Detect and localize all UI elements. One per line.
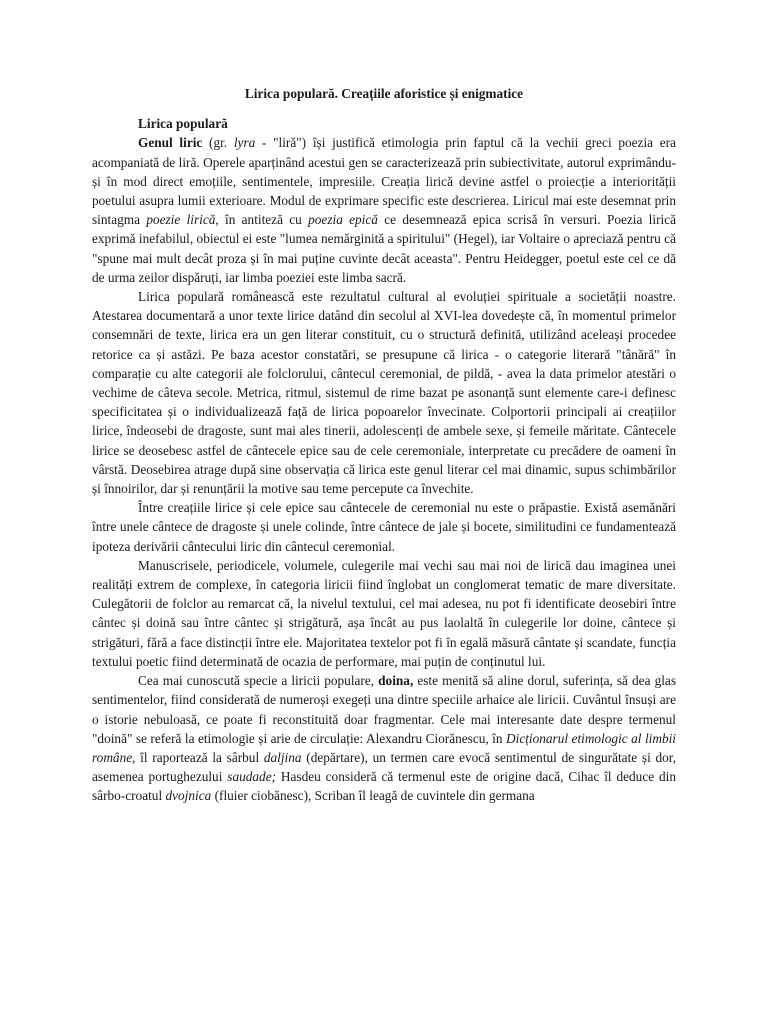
- bold-text-run: doina,: [378, 673, 414, 689]
- paragraph: [92, 498, 676, 556]
- italic-text-run: poezia epică: [308, 212, 378, 228]
- text-run: Hasdeu consideră că termenul este de origine dacă, Cihac îl deduce din sârbo-croatul: [92, 769, 676, 804]
- italic-text-run: Dicționarul etimologic al limbii române: [92, 730, 676, 765]
- italic-text-run: saudade;: [227, 769, 277, 785]
- text-run: Manuscrisele, periodicele, volumele, culegerile mai vechi sau mai noi de lirică dau imaginea unei realități extrem de complexe, în categoria liricii fiind înglobat un conglomerat tematic de mare diversitate. Culegătorii de folclor au remarcat că, la nivelul textului, cel mai adesea, nu pot fi identificate deosebiri între cântec și doină sau între cântec și strigătură, așa încât au pus laolaltă în culegerile lor doine, cântece și strigături, fără a face distincții între ele. Majoritatea textelor pot fi în egală măsură cântate și scandate, funcția textului poetic fiind determinată de ocazia de performare, mai puțin de conținutul lui.: [92, 557, 676, 669]
- document-title: Lirica populară. Creațiile aforistice și enigmatice: [244, 86, 524, 101]
- text-run: , îl raportează la sârbul: [132, 749, 264, 765]
- paragraph: [92, 287, 676, 498]
- text-run: Între creațiile lirice și cele epice sau cântecele de ceremonial nu este o prăpastie. Există asemănări între unele cântece de dragoste și unele colinde, între cântece de jale și bocete, similitudini ce fundamentează ipoteza derivării cântecului liric din cântecul ceremonial.: [92, 500, 676, 554]
- text-run: (fluier ciobănesc), Scriban îl leagă de cuvintele din germana: [211, 788, 535, 804]
- text-run: (gr.: [202, 135, 234, 151]
- text-run: - "liră") își justifică etimologia prin faptul că la vechii greci poezia era acompaniată de liră. Operele aparținând acestui gen se caracterizează prin subiectivitate, autorul exprimându-și în mod direct emoțiile, sentimentele, impresiile. Creația lirică devine astfel o proiecție a interiorității poetului asupra lumii exterioare. Modul de exprimare specific este descrierea. Liricul mai este desemnat prin sintagma: [92, 135, 676, 228]
- paragraph: [92, 671, 676, 805]
- text-run: este menită să aline dorul, suferința, să dea glas sentimentelor, fiind considerată de numeroși exegeți una dintre speciile arhaice ale liricii. Cuvântul însuși are o istorie nebuloasă, ce poate fi reconstituită doar fragmentar. Cele mai interesante date despre termenul "doină" se referă la etimologie și arie de circulație: Alexandru Ciorănescu, în: [92, 673, 676, 746]
- text-run: ce desemnează epica scrisă în versuri. Poezia lirică exprimă inefabilul, obiectul ei este "lumea nemărginită a spiritului" (Hegel), iar Voltaire o apreciază pentru că "spune mai mult decât proza și în mai puține cuvinte decât aceasta". Pentru Heidegger, poetul este cel ce dă de urma zeilor dispăruți, iar limba poeziei este limba sacră.: [92, 212, 676, 285]
- text-run: , în antiteză cu: [215, 212, 309, 228]
- paragraph: [92, 133, 676, 287]
- text-run: Lirica populară românească este rezultatul cultural al evoluției spirituale a societății noastre. Atestarea documentară a unor texte lirice datând din secolul al XVI-lea dovedește că, în momentul primelor consemnări de texte, lirica era un gen literar constituit, cu o structură definită, utilizând aceleași procedee retorice ca și astăzi. Pe baza acestor constatări, se presupune că lirica - o categorie literară "tânără" în comparație cu alte categorii ale folclorului, cântecul ceremonial, de pildă, - avea la data primelor atestări o vechime de câteva secole. Metrica, ritmul, sistemul de rime bazat pe asonanță sunt elemente care-i definesc specificitatea și o individualizează față de lirica popoarelor învecinate. Colportorii principali ai creațiilor lirice, îndeosebi de dragoste, sunt mai ales tinerii, adolescenți de ambele sexe, și femeile măritate. Cântecele lirice se deosebesc astfel de cântecele epice sau de cele ceremoniale, interpretate cu precădere de oameni în vârstă. Deosebirea atrage după sine observația că lirica este genul literar cel mai dinamic, supus schimbărilor și înnoirilor, dar și renunțării la motive sau teme percepute ca învechite.: [92, 289, 676, 497]
- text-run: Cea mai cunoscută specie a liricii populare,: [138, 673, 379, 689]
- bold-text-run: Genul liric: [138, 135, 203, 151]
- italic-text-run: lyra: [233, 135, 256, 151]
- paragraph: [92, 556, 676, 671]
- body-text: [92, 133, 676, 805]
- section-heading: Lirica populară: [138, 116, 228, 132]
- italic-text-run: daljina: [263, 749, 302, 765]
- italic-text-run: poezie lirică: [146, 212, 216, 228]
- italic-text-run: dvojnica: [165, 788, 212, 804]
- text-run: (depărtare), un termen care evocă sentimentul de singurătate și dor, asemenea portughezului: [92, 749, 676, 785]
